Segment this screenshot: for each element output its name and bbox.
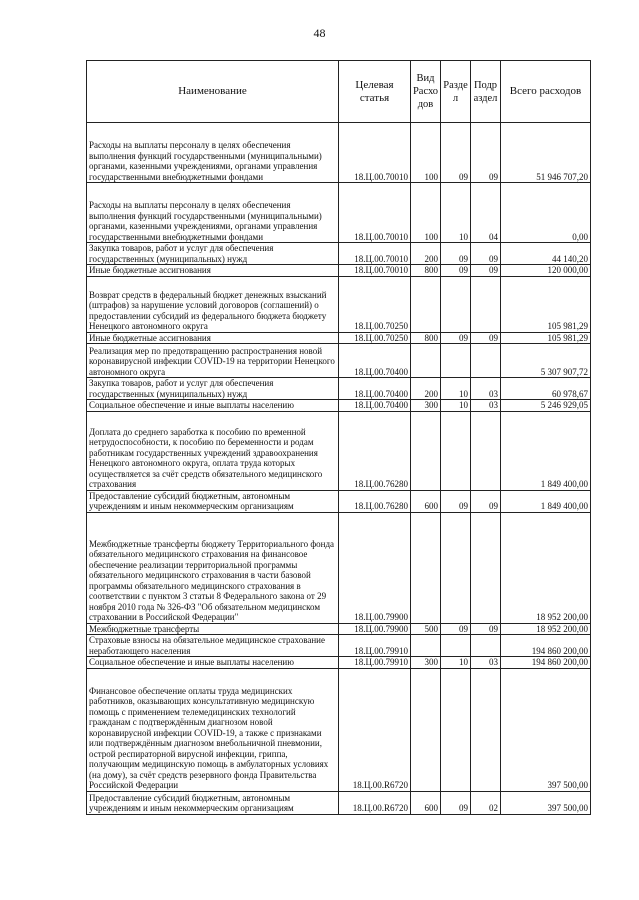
row-total-cell: 105 981,29 [501, 276, 591, 332]
row-total-cell: 60 978,67 [501, 378, 591, 400]
page-number: 48 [313, 26, 326, 40]
row-name-cell: Предоставление субсидий бюджетным, автономным учреждениям и иным некоммерческим организациям [87, 490, 339, 512]
row-subsection-cell: 09 [471, 623, 501, 635]
table-row [87, 123, 591, 183]
row-expense-type-cell: 500 [411, 623, 441, 635]
row-total-cell: 44 140,20 [501, 243, 591, 265]
row-expense-type-cell: 600 [411, 490, 441, 512]
row-total-cell: 1 849 400,00 [501, 411, 591, 490]
row-total-cell: 5 246 929,05 [501, 400, 591, 412]
row-total-cell: 397 500,00 [501, 668, 591, 791]
table-row [87, 332, 591, 344]
row-subsection-cell: 09 [471, 243, 501, 265]
row-total-cell: 0,00 [501, 183, 591, 243]
row-target-article-cell: 18.Ц.00.R6720 [339, 668, 411, 791]
table-row [87, 668, 591, 791]
row-target-article-cell: 18.Ц.00.79910 [339, 635, 411, 657]
row-section-cell [441, 635, 471, 657]
row-expense-type-cell: 300 [411, 657, 441, 669]
table-row [87, 400, 591, 412]
header-section: Разде л [441, 61, 471, 123]
table-row [87, 378, 591, 400]
row-name-cell: Страховые взносы на обязательное медицинское страхование неработающего населения [87, 635, 339, 657]
row-section-cell: 10 [441, 657, 471, 669]
row-section-cell [441, 344, 471, 378]
row-section-cell: 09 [441, 332, 471, 344]
table-row [87, 623, 591, 635]
row-target-article-cell: 18.Ц.00.70010 [339, 243, 411, 265]
row-target-article-cell: 18.Ц.00.76280 [339, 490, 411, 512]
table-row [87, 791, 591, 814]
row-target-article-cell: 18.Ц.00.79910 [339, 657, 411, 669]
row-expense-type-cell: 800 [411, 265, 441, 277]
row-total-cell: 18 952 200,00 [501, 623, 591, 635]
table-header-row [87, 61, 591, 123]
row-name-cell: Расходы на выплаты персоналу в целях обеспечения выполнения функций государственными (муниципальными) органами, казенными учреждениями, органами управления государственными внебюджетными фондами [87, 123, 339, 183]
row-name-cell: Предоставление субсидий бюджетным, автономным учреждениям и иным некоммерческим организациям [87, 791, 339, 814]
row-section-cell: 09 [441, 265, 471, 277]
table-row [87, 183, 591, 243]
header-subsection: Подр аздел [471, 61, 501, 123]
row-total-cell: 5 307 907,72 [501, 344, 591, 378]
header-total-expenses: Всего расходов [501, 61, 591, 123]
row-section-cell: 09 [441, 123, 471, 183]
row-target-article-cell: 18.Ц.00.79900 [339, 512, 411, 623]
row-subsection-cell: 09 [471, 123, 501, 183]
table-row [87, 411, 591, 490]
row-section-cell: 10 [441, 183, 471, 243]
row-section-cell [441, 668, 471, 791]
row-target-article-cell: 18.Ц.00.70400 [339, 344, 411, 378]
row-target-article-cell: 18.Ц.00.70010 [339, 265, 411, 277]
header-expense-type: Вид Расхо дов [411, 61, 441, 123]
row-target-article-cell: 18.Ц.00.70010 [339, 183, 411, 243]
row-section-cell [441, 276, 471, 332]
row-target-article-cell: 18.Ц.00.70400 [339, 378, 411, 400]
row-expense-type-cell: 100 [411, 183, 441, 243]
table-row [87, 512, 591, 623]
row-section-cell: 09 [441, 623, 471, 635]
row-name-cell: Закупка товаров, работ и услуг для обеспечения государственных (муниципальных) нужд [87, 243, 339, 265]
row-target-article-cell: 18.Ц.00.76280 [339, 411, 411, 490]
row-subsection-cell: 03 [471, 400, 501, 412]
budget-table [86, 60, 591, 815]
row-target-article-cell: 18.Ц.00.R6720 [339, 791, 411, 814]
row-expense-type-cell: 300 [411, 400, 441, 412]
row-expense-type-cell [411, 512, 441, 623]
table-row [87, 490, 591, 512]
table-row [87, 635, 591, 657]
table-row [87, 276, 591, 332]
row-section-cell: 09 [441, 243, 471, 265]
table-row [87, 657, 591, 669]
row-name-cell: Межбюджетные трансферты [87, 623, 339, 635]
row-subsection-cell: 03 [471, 378, 501, 400]
row-expense-type-cell: 200 [411, 243, 441, 265]
row-total-cell: 51 946 707,20 [501, 123, 591, 183]
row-subsection-cell [471, 635, 501, 657]
row-target-article-cell: 18.Ц.00.79900 [339, 623, 411, 635]
table-body [87, 123, 591, 815]
row-total-cell: 18 952 200,00 [501, 512, 591, 623]
row-section-cell: 09 [441, 490, 471, 512]
row-subsection-cell [471, 668, 501, 791]
row-expense-type-cell [411, 411, 441, 490]
row-expense-type-cell [411, 668, 441, 791]
row-subsection-cell: 03 [471, 657, 501, 669]
row-subsection-cell [471, 512, 501, 623]
table-row [87, 243, 591, 265]
row-total-cell: 1 849 400,00 [501, 490, 591, 512]
row-name-cell: Расходы на выплаты персоналу в целях обеспечения выполнения функций государственными (муниципальными) органами, казенными учреждениями, органами управления государственными внебюджетными фондами [87, 183, 339, 243]
row-target-article-cell: 18.Ц.00.70250 [339, 276, 411, 332]
row-name-cell: Финансовое обеспечение оплаты труда медицинских работников, оказывающих консультативную медицинскую помощь с применением телемедицинских технологий гражданам с подтверждённым диагнозом новой коронавирусной инфекции COVID-19, а также с признаками или подтверждённым диагнозом внебольничной пневмонии, острой респираторной вирусной инфекции, гриппа, получающим медицинскую помощь в амбулаторных условиях (на дому), за счёт средств резервного фонда Правительства Российской Федерации [87, 668, 339, 791]
row-expense-type-cell: 100 [411, 123, 441, 183]
row-section-cell: 09 [441, 791, 471, 814]
row-subsection-cell [471, 276, 501, 332]
header-name: Наименование [87, 61, 339, 123]
row-name-cell: Иные бюджетные ассигнования [87, 332, 339, 344]
row-expense-type-cell: 800 [411, 332, 441, 344]
row-target-article-cell: 18.Ц.00.70010 [339, 123, 411, 183]
row-expense-type-cell [411, 344, 441, 378]
row-target-article-cell: 18.Ц.00.70250 [339, 332, 411, 344]
row-subsection-cell: 09 [471, 265, 501, 277]
row-subsection-cell: 09 [471, 490, 501, 512]
row-target-article-cell: 18.Ц.00.70400 [339, 400, 411, 412]
row-total-cell: 194 860 200,00 [501, 635, 591, 657]
header-target-article: Целевая статья [339, 61, 411, 123]
row-subsection-cell: 09 [471, 332, 501, 344]
row-section-cell [441, 512, 471, 623]
table-row [87, 344, 591, 378]
row-name-cell: Социальное обеспечение и иные выплаты населению [87, 657, 339, 669]
row-subsection-cell [471, 411, 501, 490]
row-total-cell: 194 860 200,00 [501, 657, 591, 669]
row-name-cell: Социальное обеспечение и иные выплаты населению [87, 400, 339, 412]
row-name-cell: Реализация мер по предотвращению распространения новой коронавирусной инфекции COVID-19 на территории Ненецкого автономного округа [87, 344, 339, 378]
row-section-cell: 10 [441, 378, 471, 400]
row-name-cell: Межбюджетные трансферты бюджету Территориального фонда обязательного медицинского страхования на финансовое обеспечение реализации территориальной программы обязательного медицинского страхования в части базовой программы обязательного медицинского страхования в соответствии с пунктом 3 статьи 8 Федерального закона от 29 ноября 2010 года № 326-ФЗ "Об обязательном медицинском страховании в Российской Федерации" [87, 512, 339, 623]
row-subsection-cell [471, 344, 501, 378]
row-total-cell: 105 981,29 [501, 332, 591, 344]
row-total-cell: 397 500,00 [501, 791, 591, 814]
row-expense-type-cell: 200 [411, 378, 441, 400]
row-section-cell: 10 [441, 400, 471, 412]
row-name-cell: Закупка товаров, работ и услуг для обеспечения государственных (муниципальных) нужд [87, 378, 339, 400]
row-section-cell [441, 411, 471, 490]
table-row [87, 265, 591, 277]
row-name-cell: Доплата до среднего заработка к пособию по временной нетрудоспособности, к пособию по беременности и родам работникам государственных учреждений здравоохранения Ненецкого автономного округа, оплата труда которых осуществляется за счёт средств обязательного медицинского страхования [87, 411, 339, 490]
row-name-cell: Возврат средств в федеральный бюджет денежных взысканий (штрафов) за нарушение условий договоров (соглашений) о предоставлении субсидий из федерального бюджета бюджету Ненецкого автономного округа [87, 276, 339, 332]
row-total-cell: 120 000,00 [501, 265, 591, 277]
row-name-cell: Иные бюджетные ассигнования [87, 265, 339, 277]
row-expense-type-cell [411, 276, 441, 332]
row-expense-type-cell [411, 635, 441, 657]
row-subsection-cell: 02 [471, 791, 501, 814]
row-expense-type-cell: 600 [411, 791, 441, 814]
row-subsection-cell: 04 [471, 183, 501, 243]
